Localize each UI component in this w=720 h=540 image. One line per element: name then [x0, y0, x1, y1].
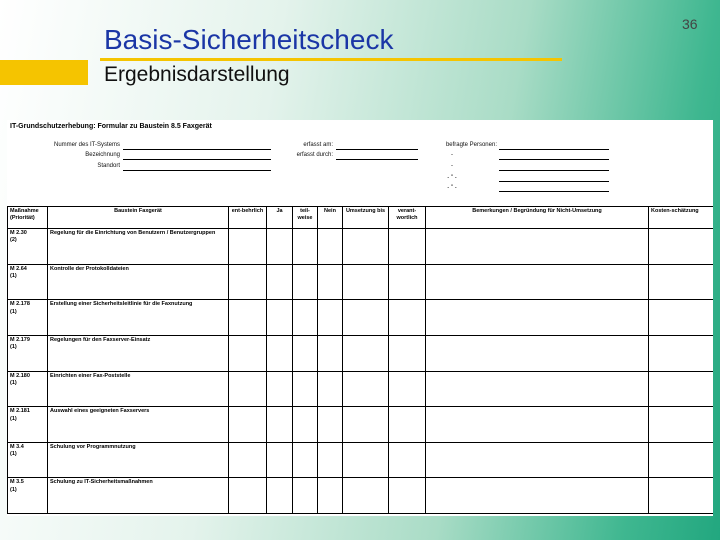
measure-description: Regelung für die Einrichtung von Benutzern / Benutzergruppen: [48, 229, 229, 265]
measure-priority: (1): [10, 308, 17, 315]
measure-priority: (1): [10, 273, 17, 280]
cell-teilweise[interactable]: [293, 442, 318, 478]
cell-bemerkungen[interactable]: [426, 407, 649, 443]
slide-subtitle: Ergebnisdarstellung: [104, 63, 290, 86]
measure-description: Kontrolle der Protokolldateien: [48, 264, 229, 300]
measure-id: M 2.179: [10, 336, 30, 343]
cell-verantwortlich[interactable]: [389, 442, 426, 478]
field-label-bezeichnung: Bezeichnung: [85, 152, 120, 158]
cell-bemerkungen[interactable]: [426, 371, 649, 407]
cell-umsetzung-bis[interactable]: [343, 229, 389, 265]
cell-teilweise[interactable]: [293, 371, 318, 407]
measure-id-cell: [8, 264, 48, 300]
table-row: [8, 371, 714, 407]
page-number: 36: [682, 16, 698, 32]
col-header-bemerkungen: Bemerkungen / Begründung für Nicht-Umsetzung: [426, 207, 649, 229]
cell-verantwortlich[interactable]: [389, 229, 426, 265]
table-row: [8, 407, 714, 443]
cell-teilweise[interactable]: [293, 229, 318, 265]
measure-description: Einrichten einer Fax-Poststelle: [48, 371, 229, 407]
cell-umsetzung-bis[interactable]: [343, 300, 389, 336]
cell-kosten[interactable]: [649, 478, 714, 514]
field-line-erfasst-durch[interactable]: [336, 159, 418, 160]
measure-id: M 2.180: [10, 372, 30, 379]
field-label-befragte: befragte Personen:: [445, 142, 497, 148]
cell-ja[interactable]: [267, 407, 293, 443]
col-header-baustein: Baustein Faxgerät: [48, 207, 229, 229]
field-label-standort: Standort: [97, 163, 120, 169]
measure-id-cell: [8, 371, 48, 407]
cell-nein[interactable]: [318, 407, 343, 443]
cell-verantwortlich[interactable]: [389, 264, 426, 300]
cell-umsetzung-bis[interactable]: [343, 371, 389, 407]
field-dash-3: - " -: [447, 175, 457, 181]
cell-verantwortlich[interactable]: [389, 300, 426, 336]
form-scan: [7, 120, 713, 516]
cell-nein[interactable]: [318, 335, 343, 371]
measure-description: Schulung vor Programmnutzung: [48, 442, 229, 478]
form-title: IT-Grundschutzerhebung: Formular zu Baustein 8.5 Faxgerät: [10, 123, 212, 130]
measure-id: M 2.64: [10, 265, 27, 272]
col-header-massnahme: Maßnahme (Priorität): [8, 207, 48, 229]
cell-entbehrlich[interactable]: [229, 300, 267, 336]
field-line-nummer[interactable]: [123, 149, 271, 150]
measure-priority: (1): [10, 486, 17, 493]
cell-kosten[interactable]: [649, 442, 714, 478]
table-header-row: [8, 207, 714, 229]
cell-kosten[interactable]: [649, 335, 714, 371]
cell-teilweise[interactable]: [293, 478, 318, 514]
cell-bemerkungen[interactable]: [426, 264, 649, 300]
cell-teilweise[interactable]: [293, 407, 318, 443]
cell-umsetzung-bis[interactable]: [343, 335, 389, 371]
cell-teilweise[interactable]: [293, 264, 318, 300]
measure-description: Auswahl eines geeigneten Faxservers: [48, 407, 229, 443]
cell-bemerkungen[interactable]: [426, 300, 649, 336]
accent-bar: [0, 60, 88, 85]
field-label-nummer: Nummer des IT-Systems: [53, 142, 120, 148]
cell-entbehrlich[interactable]: [229, 407, 267, 443]
cell-kosten[interactable]: [649, 229, 714, 265]
cell-entbehrlich[interactable]: [229, 335, 267, 371]
measure-id: M 2.181: [10, 408, 30, 415]
cell-nein[interactable]: [318, 442, 343, 478]
col-header-ja: Ja: [267, 207, 293, 229]
cell-nein[interactable]: [318, 264, 343, 300]
cell-verantwortlich[interactable]: [389, 478, 426, 514]
measure-id-cell: [8, 442, 48, 478]
cell-bemerkungen[interactable]: [426, 442, 649, 478]
cell-kosten[interactable]: [649, 371, 714, 407]
measure-description: Schulung zu IT-Sicherheitsmaßnahmen: [48, 478, 229, 514]
field-line-befragte-5[interactable]: [499, 191, 609, 192]
measure-id-cell: [8, 335, 48, 371]
cell-ja[interactable]: [267, 478, 293, 514]
field-line-standort[interactable]: [123, 170, 271, 171]
cell-verantwortlich[interactable]: [389, 335, 426, 371]
field-line-befragte[interactable]: [499, 149, 609, 150]
measure-id: M 3.4: [10, 443, 24, 450]
measure-priority: (2): [10, 237, 17, 244]
measure-priority: (1): [10, 379, 17, 386]
measure-priority: (1): [10, 415, 17, 422]
measure-priority: (1): [10, 344, 17, 351]
field-line-bezeichnung[interactable]: [123, 159, 271, 160]
cell-bemerkungen[interactable]: [426, 335, 649, 371]
cell-umsetzung-bis[interactable]: [343, 407, 389, 443]
col-header-entbehrlich: ent-behrlich: [229, 207, 267, 229]
cell-verantwortlich[interactable]: [389, 407, 426, 443]
field-dash-4: - " -: [447, 185, 457, 191]
table-row: [8, 335, 714, 371]
cell-entbehrlich[interactable]: [229, 442, 267, 478]
cell-bemerkungen[interactable]: [426, 478, 649, 514]
measure-id: M 2.178: [10, 301, 30, 308]
cell-ja[interactable]: [267, 300, 293, 336]
cell-nein[interactable]: [318, 229, 343, 265]
cell-ja[interactable]: [267, 442, 293, 478]
col-header-teilweise: teil-weise: [293, 207, 318, 229]
slide-title: Basis-Sicherheitscheck: [104, 24, 394, 55]
cell-kosten[interactable]: [649, 407, 714, 443]
cell-umsetzung-bis[interactable]: [343, 478, 389, 514]
table-row: [8, 442, 714, 478]
cell-entbehrlich[interactable]: [229, 264, 267, 300]
cell-umsetzung-bis[interactable]: [343, 442, 389, 478]
measure-id: M 2.30: [10, 230, 27, 236]
cell-ja[interactable]: [267, 264, 293, 300]
measure-priority: (1): [10, 451, 17, 458]
field-line-erfasst-am[interactable]: [336, 149, 418, 150]
field-label-erfasst-durch: erfasst durch:: [296, 152, 333, 158]
cell-ja[interactable]: [267, 335, 293, 371]
cell-entbehrlich[interactable]: [229, 478, 267, 514]
cell-kosten[interactable]: [649, 264, 714, 300]
col-header-umsetzung-bis: Umsetzung bis: [343, 207, 389, 229]
measure-id: M 3.5: [10, 479, 24, 486]
cell-nein[interactable]: [318, 478, 343, 514]
measure-description: Regelungen für den Faxserver-Einsatz: [48, 335, 229, 371]
measure-id-cell: [8, 300, 48, 336]
measures-table: [7, 206, 713, 514]
cell-nein[interactable]: [318, 300, 343, 336]
cell-teilweise[interactable]: [293, 300, 318, 336]
field-dash-1: -: [451, 152, 453, 158]
cell-entbehrlich[interactable]: [229, 229, 267, 265]
cell-ja[interactable]: [267, 371, 293, 407]
cell-verantwortlich[interactable]: [389, 371, 426, 407]
cell-umsetzung-bis[interactable]: [343, 264, 389, 300]
field-label-erfasst-am: erfasst am:: [303, 142, 333, 148]
field-line-befragte-2[interactable]: [499, 159, 609, 160]
field-dash-2: -: [451, 163, 453, 169]
cell-teilweise[interactable]: [293, 335, 318, 371]
col-header-verantwortlich: verant-wortlich: [389, 207, 426, 229]
title-underline: [100, 58, 562, 61]
table-row: [8, 264, 714, 300]
cell-nein[interactable]: [318, 371, 343, 407]
table-row: [8, 229, 714, 265]
cell-entbehrlich[interactable]: [229, 371, 267, 407]
measure-description: Erstellung einer Sicherheitsleitlinie für die Faxnutzung: [48, 300, 229, 336]
col-header-kosten: Kosten-schätzung: [649, 207, 714, 229]
measure-id-cell: [8, 478, 48, 514]
cell-ja[interactable]: [267, 229, 293, 265]
cell-bemerkungen[interactable]: [426, 229, 649, 265]
measure-id-cell: [8, 229, 48, 265]
table-row: [8, 478, 714, 514]
field-line-befragte-3[interactable]: [499, 170, 609, 171]
cell-kosten[interactable]: [649, 300, 714, 336]
measure-id-cell: [8, 407, 48, 443]
field-line-befragte-4[interactable]: [499, 181, 609, 182]
table-row: [8, 300, 714, 336]
col-header-nein: Nein: [318, 207, 343, 229]
